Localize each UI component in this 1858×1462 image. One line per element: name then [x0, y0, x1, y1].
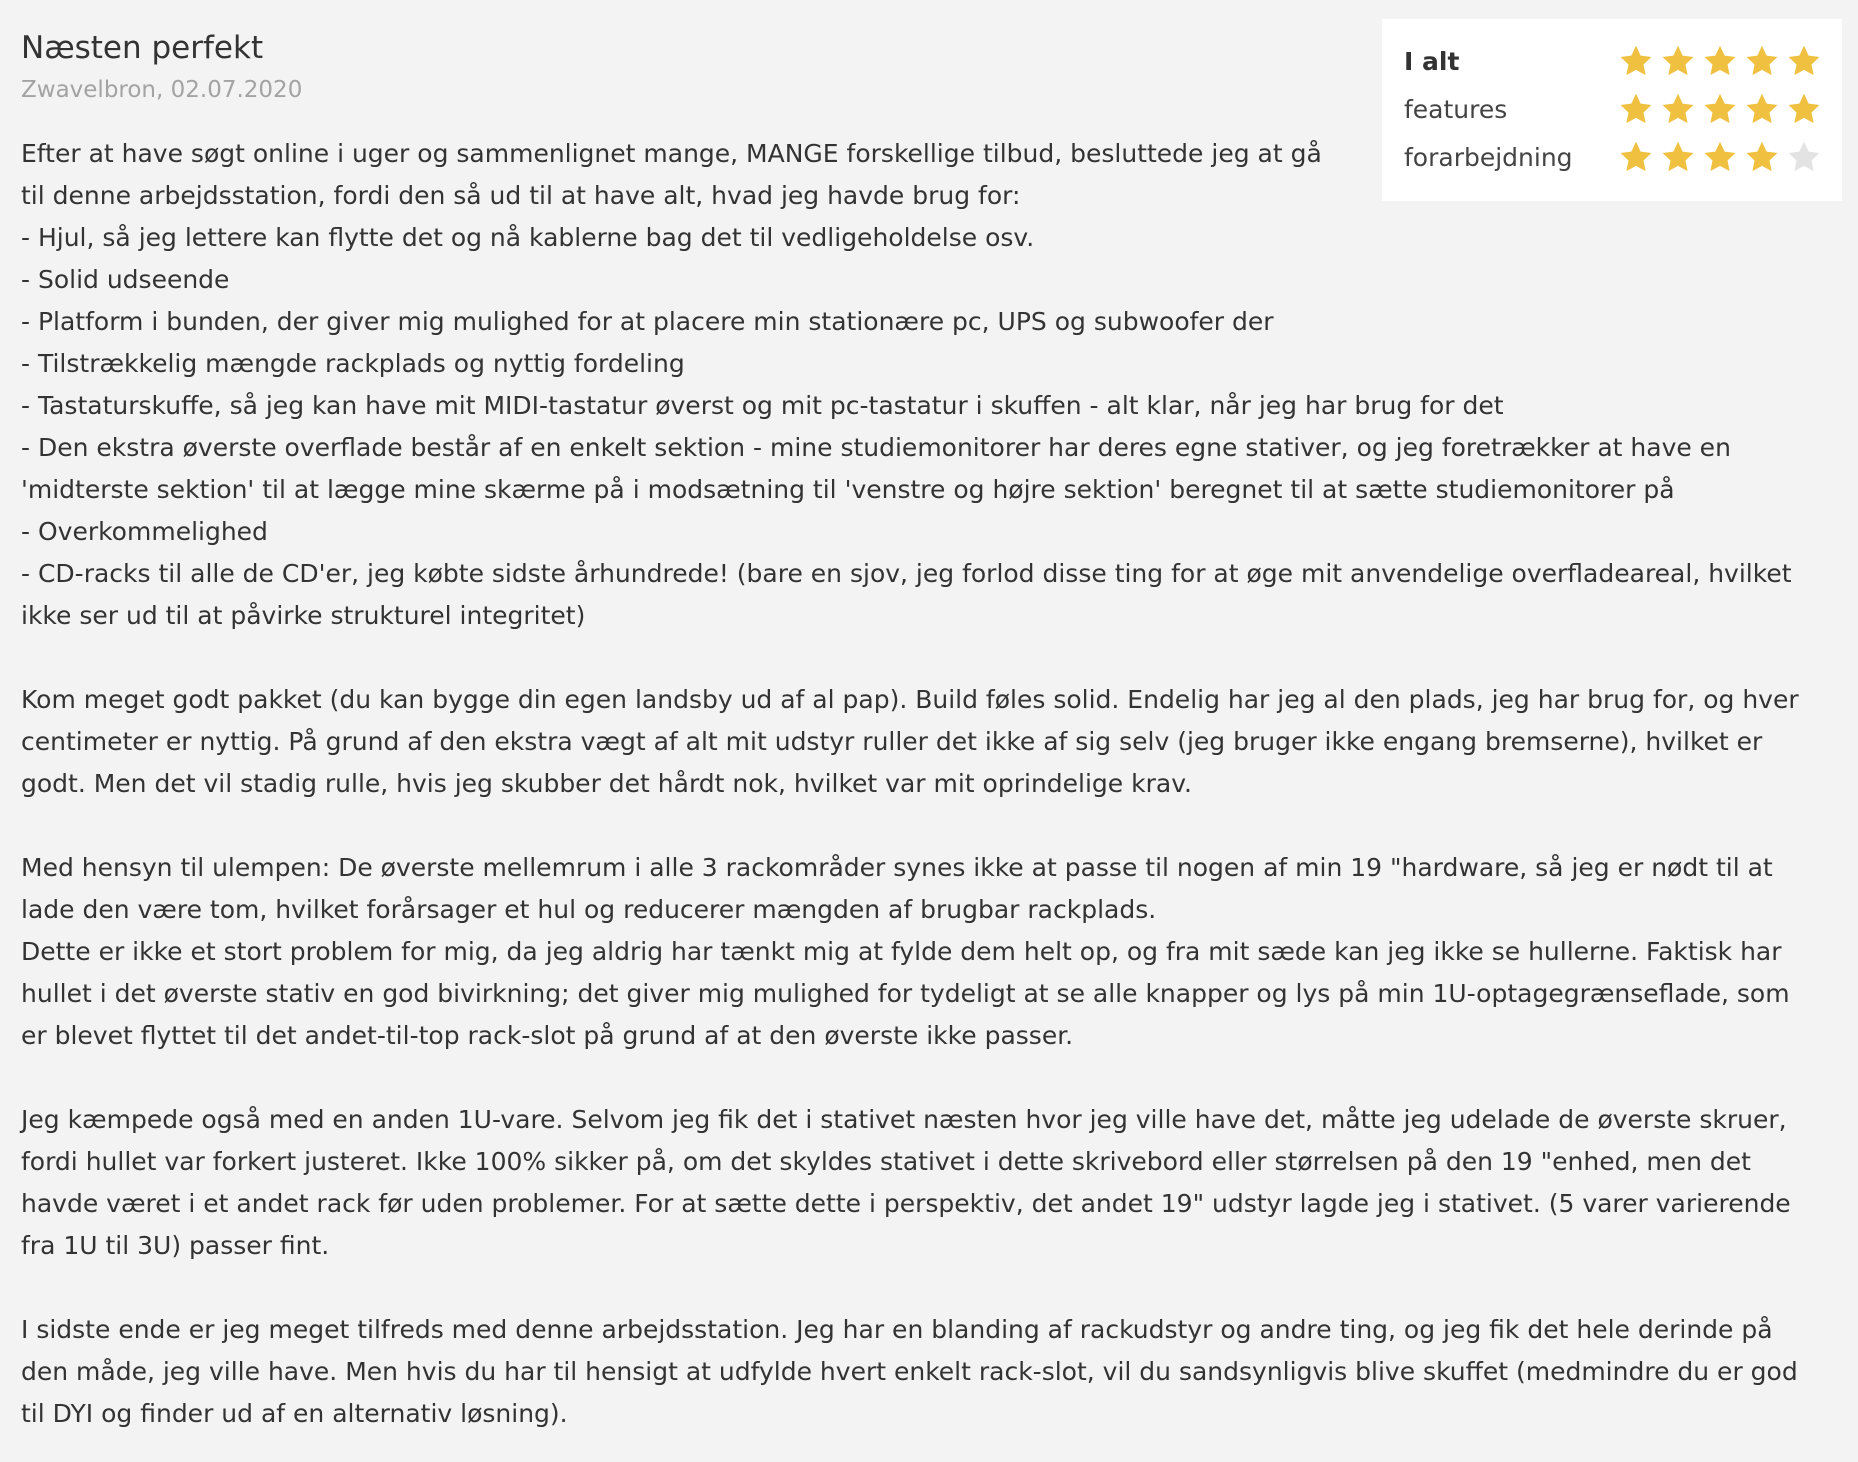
star-filled-icon — [1786, 43, 1822, 79]
star-rating-features — [1618, 91, 1822, 127]
star-filled-icon — [1660, 139, 1696, 175]
review-text-line: fra 1U til 3U) passer fint. — [21, 1231, 330, 1260]
star-filled-icon — [1786, 91, 1822, 127]
review-author-date: Zwavelbron, 02.07.2020 — [21, 77, 303, 103]
star-rating-workmanship — [1618, 139, 1822, 175]
review-text-line: I sidste ende er jeg meget tilfreds med denne arbejdsstation. Jeg har en blanding af rackudstyr og andre ting, og jeg fik det hele derinde på — [21, 1315, 1773, 1344]
star-empty-icon — [1786, 139, 1822, 175]
rating-label-features: features — [1404, 94, 1508, 124]
review-text-line: den måde, jeg ville have. Men hvis du har til hensigt at udfylde hvert enkelt rack-slot, vil du sandsynligvis blive skuffet (medmindre du er god — [21, 1357, 1798, 1386]
review-paragraph — [21, 133, 1841, 637]
star-rating-overall — [1618, 43, 1822, 79]
review-title: Næsten perfekt — [21, 30, 264, 66]
ratings-box — [1382, 19, 1842, 201]
review-text-line: er blevet flyttet til det andet-til-top rack-slot på grund af at den øverste ikke passer. — [21, 1021, 1074, 1050]
review-paragraph — [21, 1309, 1841, 1435]
review-paragraph — [21, 1099, 1841, 1267]
review-text-line: fordi hullet var forkert justeret. Ikke 100% sikker på, om det skyldes stativet i dette skrivebord eller størrelsen på den 19 "enhed, men det — [21, 1147, 1751, 1176]
review-text-line: havde været i et andet rack før uden problemer. For at sætte dette i perspektiv, det andet 19" udstyr lagde jeg i stativet. (5 varer varierende — [21, 1189, 1791, 1218]
review-text-line: hullet i det øverste stativ en god bivirkning; det giver mig mulighed for tydeligt at se alle knapper og lys på min 1U-optagegrænseflade, som — [21, 979, 1790, 1008]
review-text-line: - Tilstrækkelig mængde rackplads og nyttig fordeling — [21, 349, 685, 378]
review-text-line: Med hensyn til ulempen: De øverste mellemrum i alle 3 rackområder synes ikke at passe til nogen af min 19 "hardware, så jeg er nødt til at — [21, 853, 1773, 882]
review-text-line: Jeg kæmpede også med en anden 1U-vare. Selvom jeg fik det i stativet næsten hvor jeg ville have det, måtte jeg udelade de øverste skruer, — [21, 1105, 1787, 1134]
review-text-line: godt. Men det vil stadig rulle, hvis jeg skubber det hårdt nok, hvilket var mit oprindelige krav. — [21, 769, 1193, 798]
review-paragraph — [21, 847, 1841, 1057]
star-filled-icon — [1744, 43, 1780, 79]
rating-label-overall: I alt — [1404, 46, 1460, 76]
star-filled-icon — [1618, 91, 1654, 127]
star-filled-icon — [1702, 91, 1738, 127]
review-text-line: Dette er ikke et stort problem for mig, da jeg aldrig har tænkt mig at fylde dem helt op, og fra mit sæde kan jeg ikke se hullerne. Faktisk har — [21, 937, 1782, 966]
review-text-line: - Den ekstra øverste overflade består af en enkelt sektion - mine studiemonitorer har deres egne stativer, og jeg foretrækker at have en — [21, 433, 1731, 462]
review — [21, 24, 1841, 1435]
rating-row-overall — [1404, 37, 1822, 85]
review-text-line: - Overkommelighed — [21, 517, 268, 546]
review-text-line: til DYI og finder ud af en alternativ løsning). — [21, 1399, 568, 1428]
star-filled-icon — [1618, 139, 1654, 175]
review-text-line: lade den være tom, hvilket forårsager et hul og reducerer mængden af brugbar rackplads. — [21, 895, 1157, 924]
star-filled-icon — [1702, 139, 1738, 175]
review-text-line: 'midterste sektion' til at lægge mine skærme på i modsætning til 'venstre og højre sektion' beregnet til at sætte studiemonitorer på — [21, 475, 1675, 504]
review-text-line: - Solid udseende — [21, 265, 230, 294]
review-paragraph — [21, 679, 1841, 805]
rating-label-workmanship: forarbejdning — [1404, 142, 1573, 172]
review-text-line: - Tastaturskuffe, så jeg kan have mit MIDI-tastatur øverst og mit pc-tastatur i skuffen - alt klar, når jeg har brug for det — [21, 391, 1504, 420]
star-filled-icon — [1744, 91, 1780, 127]
rating-row-workmanship — [1404, 133, 1822, 181]
star-filled-icon — [1660, 91, 1696, 127]
review-text-line: ikke ser ud til at påvirke strukturel integritet) — [21, 601, 586, 630]
review-text-line: - Platform i bunden, der giver mig mulighed for at placere min stationære pc, UPS og subwoofer der — [21, 307, 1274, 336]
rating-row-features — [1404, 85, 1822, 133]
review-text-line: Efter at have søgt online i uger og sammenlignet mange, MANGE forskellige tilbud, besluttede jeg at gå — [21, 139, 1322, 168]
star-filled-icon — [1618, 43, 1654, 79]
review-text-line: til denne arbejdsstation, fordi den så ud til at have alt, hvad jeg havde brug for: — [21, 181, 1021, 210]
star-filled-icon — [1702, 43, 1738, 79]
review-text-line: - Hjul, så jeg lettere kan flytte det og nå kablerne bag det til vedligeholdelse osv. — [21, 223, 1035, 252]
review-body — [21, 133, 1841, 1435]
review-text-line: centimeter er nyttig. På grund af den ekstra vægt af alt mit udstyr ruller det ikke af sig selv (jeg bruger ikke engang bremserne), hvilket er — [21, 727, 1763, 756]
star-filled-icon — [1660, 43, 1696, 79]
review-text-line: - CD-racks til alle de CD'er, jeg købte sidste århundrede! (bare en sjov, jeg forlod disse ting for at øge mit anvendelige overfladeareal, hvilket — [21, 559, 1792, 588]
review-text-line: Kom meget godt pakket (du kan bygge din egen landsby ud af al pap). Build føles solid. Endelig har jeg al den plads, jeg har brug for, og hver — [21, 685, 1799, 714]
star-filled-icon — [1744, 139, 1780, 175]
